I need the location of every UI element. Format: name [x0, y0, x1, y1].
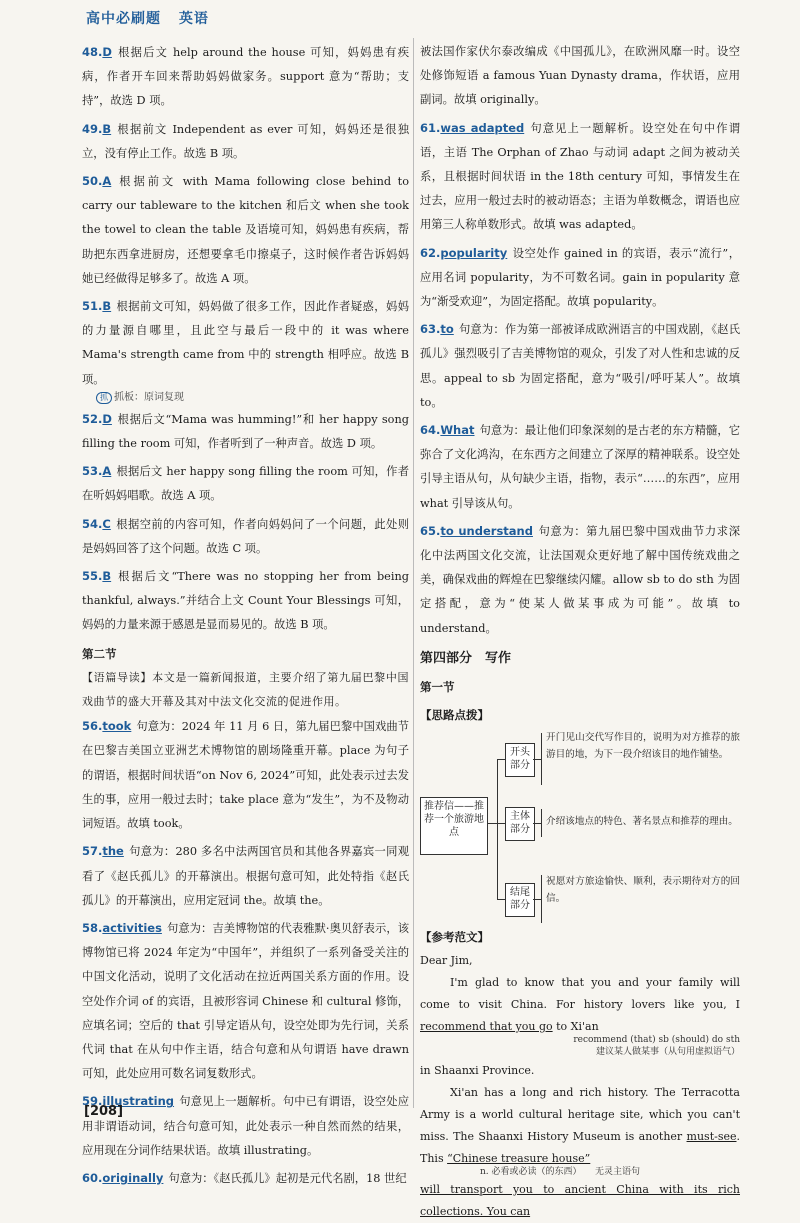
explanation-text: 句意为：2024 年 11 月 6 日，第九届巴黎中国戏曲节在巴黎吉美国立亚洲艺术博物馆的剧场隆重开幕。place 为句子的谓语，根据时间状语“on Nov 6, 2024”可知，此处表示过去发生的事，应用一般过去时；take place 意为“发生”，为不及物动词短语。故填 took。 [82, 720, 409, 831]
connector-line [533, 759, 541, 760]
answer-item [82, 916, 409, 1086]
explanation-text: 句意为：最让他们印象深刻的是古老的东方精髓，它弥合了文化鸿沟，在东西方之间建立了深厚的精神联系。设空处引导主语从句，从句缺少主语，指物，表示“……的东西”，应用 what 引导该从句。 [420, 424, 740, 510]
answer-key: to understand [440, 523, 533, 538]
connector-line [541, 733, 542, 785]
answer-item [82, 169, 409, 291]
answer-key: illustrating [102, 1094, 175, 1109]
essay-paragraph [420, 972, 740, 1038]
annotation: n. 必看或必读（的东西） 无灵主语句 [480, 1166, 641, 1177]
connector-line [497, 823, 505, 824]
essay-text: in Shaanxi Province. [420, 1063, 535, 1077]
right-column [420, 40, 740, 1223]
answer-key: the [102, 844, 124, 859]
tip-text: 抓板：原词复现 [114, 391, 184, 403]
branch-text-opening: 开门见山交代写作目的，说明为对方推荐的旅游目的地，为下一段介绍该目的地作铺垫。 [546, 732, 740, 761]
part-heading: 第四部分 写作 [420, 650, 512, 666]
question-number: 61. [420, 120, 441, 135]
explanation-text: 句意为：吉美博物馆的代表雅默·奥贝舒表示，该博物馆已将 2024 年定为“中国年”，并组织了一系列备受关注的中国文化活动，说明了文化活动在拉近两国关系方面的作用。设空处作介词 of 的宾语，且被形容词 Chinese 和 cultural 修饰，应填名词；空后的 that 引导定语从句，设空处即为先行词，关系代词 that 在从句中作主语，结合句意和从句谓语 have drawn 可知，此处应用可数名词复数形式。 [82, 921, 409, 1081]
explanation-text: 句意见上一题解析。设空处在句中作谓语，主语 The Orphan of Zhao 与动词 adapt 之间为被动关系，且根据时间状语 in the 18th century 可知，事情发生在过去，应用一般过去时的被动语态；主语为单数概念，谓语也应用第三人称单数形式。故填 was adapted。 [420, 121, 740, 232]
connector-line [541, 875, 542, 923]
question-number: 48. [82, 45, 103, 59]
answer-key: B [102, 569, 112, 584]
answer-item [420, 317, 740, 415]
explanation-text: 根据前文可知，妈妈做了很多工作，因此作者疑惑，妈妈的力量源自哪里，且此空与最后一段中的 it was where Mama's strength came from 中的 strength 相呼应。故选 B 项。 [82, 300, 409, 386]
question-number: 63. [420, 322, 441, 337]
essay-text: I'm glad to know that you and your family will come to visit China. For history lovers like you, I [420, 975, 740, 1011]
branch-text-body: 介绍该地点的特色、著名景点和推荐的理由。 [546, 816, 738, 828]
connector-line [541, 809, 542, 837]
continued-text: 被法国作家伏尔泰改编成《中国孤儿》，在欧洲风靡一时。设空处修饰短语 a famous Yuan Dynasty drama，作状语，应用副词。故填 originally。 [420, 45, 740, 107]
answer-key: originally [102, 1170, 164, 1185]
answer-key: C [102, 516, 111, 531]
tip-note [96, 391, 409, 405]
connector-line [533, 899, 541, 900]
mind-map-root: 推荐信——推荐一个旅游地点 [420, 797, 488, 855]
explanation-text: 根据后文“There was no stopping her from being thankful, always.”并结合上文 Count Your Blessings 可知，妈妈的力量来源于感恩是显而易见的。故选 B 项。 [82, 570, 409, 632]
answer-item [420, 418, 740, 516]
question-number: 57. [82, 844, 103, 859]
answer-item [82, 1089, 409, 1163]
answer-key: D [102, 411, 112, 426]
explanation-text: 句意为：第九届巴黎中国戏曲节力求深化中法两国文化交流，让法国观众更好地了解中国传统戏曲之美，确保戏曲的辉煌在巴黎继续闪耀。allow sb to do sth 为固定搭配，意为“使某人做某事成为可能”。故填 to understand。 [420, 524, 740, 635]
answer-item [420, 519, 740, 641]
question-number: 62. [420, 245, 441, 260]
question-number: 59. [82, 1094, 103, 1109]
essay-greeting: Dear Jim, [420, 953, 473, 967]
answer-item [82, 1166, 409, 1191]
question-number: 60. [82, 1170, 103, 1185]
answer-key: to [440, 322, 454, 337]
answer-key: B [102, 121, 112, 136]
essay-text: . This [420, 1129, 740, 1165]
answer-key: What [440, 423, 475, 438]
answer-item [82, 117, 409, 166]
question-number: 52. [82, 411, 103, 426]
answer-list-left [82, 40, 409, 638]
question-number: 64. [420, 423, 441, 438]
answer-key: was adapted [440, 120, 525, 135]
explanation-text: 根据后文 help around the house 可知，妈妈患有疾病，作者开车回来帮助妈妈做家务。support 意为“帮助；支持”，故选 D 项。 [82, 46, 409, 108]
essay-highlight: must-see [686, 1129, 737, 1143]
question-number: 55. [82, 569, 103, 584]
question-number: 54. [82, 516, 103, 531]
answer-item [420, 116, 740, 238]
answer-key: A [102, 464, 112, 479]
branch-label-ending: 结尾部分 [505, 883, 535, 917]
answer-item [420, 241, 740, 315]
annotation-line: recommend (that) sb (should) do sth [573, 1034, 740, 1045]
answer-item [82, 512, 409, 561]
explanation-text: 设空处作 gained in 的宾语，表示“流行”，应用名词 popularity，为不可数名词。gain in popularity 意为“渐受欢迎”，为固定搭配。故填 popularity。 [420, 246, 740, 309]
essay-text: Xi'an has a long and rich history. The Terracotta Army is a world cultural heritage site, which you can't miss. The Shaanxi History Museum is another [420, 1085, 740, 1143]
question-number: 65. [420, 523, 441, 538]
book-title: 高中必刷题 [86, 11, 161, 27]
connector-line [487, 823, 497, 824]
answer-key: popularity [440, 245, 508, 260]
reading-guide: 【语篇导读】本文是一篇新闻报道，主要介绍了第九届巴黎中国戏曲节的盛大开幕及其对中法文化交流的促进作用。 [82, 670, 409, 709]
tip-icon: 抓 [96, 392, 112, 404]
explanation-text: 句意为：280 多名中法两国官员和其他各界嘉宾一同观看了《赵氏孤儿》的开幕演出。根据句意可知，此处特指《赵氏孤儿》的开幕演出，应用定冠词 the。故填 the。 [82, 845, 409, 907]
annotation-line: 建议某人做某事（从句用虚拟语气） [595, 1046, 740, 1057]
subject-title: 英语 [178, 11, 209, 27]
branch-label-body: 主体部分 [505, 807, 535, 841]
question-number: 49. [82, 121, 103, 136]
answer-key: B [102, 299, 112, 314]
question-number: 53. [82, 464, 103, 479]
answer-list-left-2 [82, 714, 409, 1191]
explanation-text: 根据空前的内容可知，作者向妈妈问了一个问题，此处则是妈妈回答了这个问题。故选 C 项。 [82, 517, 409, 555]
explanation-text: 句意为：《赵氏孤儿》起初是元代名剧，18 世纪 [168, 1171, 407, 1185]
branch-text-ending: 祝愿对方旅途愉快、顺利，表示期待对方的回信。 [546, 876, 740, 905]
question-number: 56. [82, 719, 103, 734]
section-heading: 第一节 [420, 680, 455, 695]
reference-title: 【参考范文】 [420, 930, 489, 945]
question-number: 58. [82, 920, 103, 935]
model-essay [420, 950, 740, 1223]
connector-line [497, 759, 505, 760]
idea-title: 【思路点拨】 [420, 708, 489, 723]
connector-line [497, 899, 505, 900]
page-number: [208] [84, 1104, 124, 1119]
answer-item [82, 40, 409, 114]
question-number: 50. [82, 174, 103, 189]
page-header [86, 8, 221, 28]
essay-text: to Xi'an [552, 1019, 599, 1033]
answer-item [82, 839, 409, 913]
explanation-text: 根据前文 with Mama following close behind to carry our tableware to the kitchen 和后文 when she took the towel to clean the table 及语境可知，妈妈患有疾病，帮助把东西拿进厨房，还想要拿毛巾擦桌子，这时候作者告诉妈妈她已经做得足够多了。故选 A 项。 [82, 175, 409, 285]
answer-item [82, 564, 409, 638]
explanation-text: 句意为：作为第一部被译成欧洲语言的中国戏剧，《赵氏孤儿》强烈吸引了吉美博物馆的观众，引发了对人性和忠诚的反思。appeal to sb 为固定搭配，意为“吸引/呼吁某人”。故填 to。 [420, 323, 740, 409]
explanation-text: 根据后文“Mama was humming!”和 her happy song filling the room 可知，作者听到了一种声音。故选 D 项。 [82, 412, 409, 451]
connector-line [497, 759, 498, 899]
essay-paragraph [420, 1082, 740, 1170]
answer-key: D [102, 45, 112, 59]
explanation-text: 根据后文 her happy song filling the room 可知，作者在听妈妈唱歌。故选 A 项。 [82, 465, 409, 503]
connector-line [533, 823, 541, 824]
branch-label-opening: 开头部分 [505, 743, 535, 777]
mind-map [420, 729, 740, 919]
answer-item [82, 407, 409, 456]
essay-text: will transport you to ancient China with its rich collections. You can [420, 1182, 740, 1218]
explanation-text: 根据前文 Independent as ever 可知，妈妈还是很独立，没有停止工作。故选 B 项。 [82, 122, 409, 160]
left-column [82, 40, 409, 1194]
question-number: 51. [82, 299, 103, 314]
answer-key: activities [102, 920, 162, 935]
answer-item [82, 714, 409, 836]
column-divider [413, 38, 414, 1108]
answer-key: took [102, 719, 132, 734]
explanation-text: 句意见上一题解析。句中已有谓语，设空处应用非谓语动词，结合句意可知，此处表示一种自然而然的结果，应用现在分词作结果状语。故填 illustrating。 [82, 1095, 409, 1157]
essay-highlight: recommend that you go [420, 1019, 553, 1033]
essay-highlight: “Chinese treasure house” [447, 1151, 591, 1165]
answer-list-right [420, 116, 740, 641]
answer-item [82, 459, 409, 508]
section-heading: 第二节 [82, 646, 117, 661]
answer-item [82, 294, 409, 392]
answer-key: A [102, 174, 112, 189]
